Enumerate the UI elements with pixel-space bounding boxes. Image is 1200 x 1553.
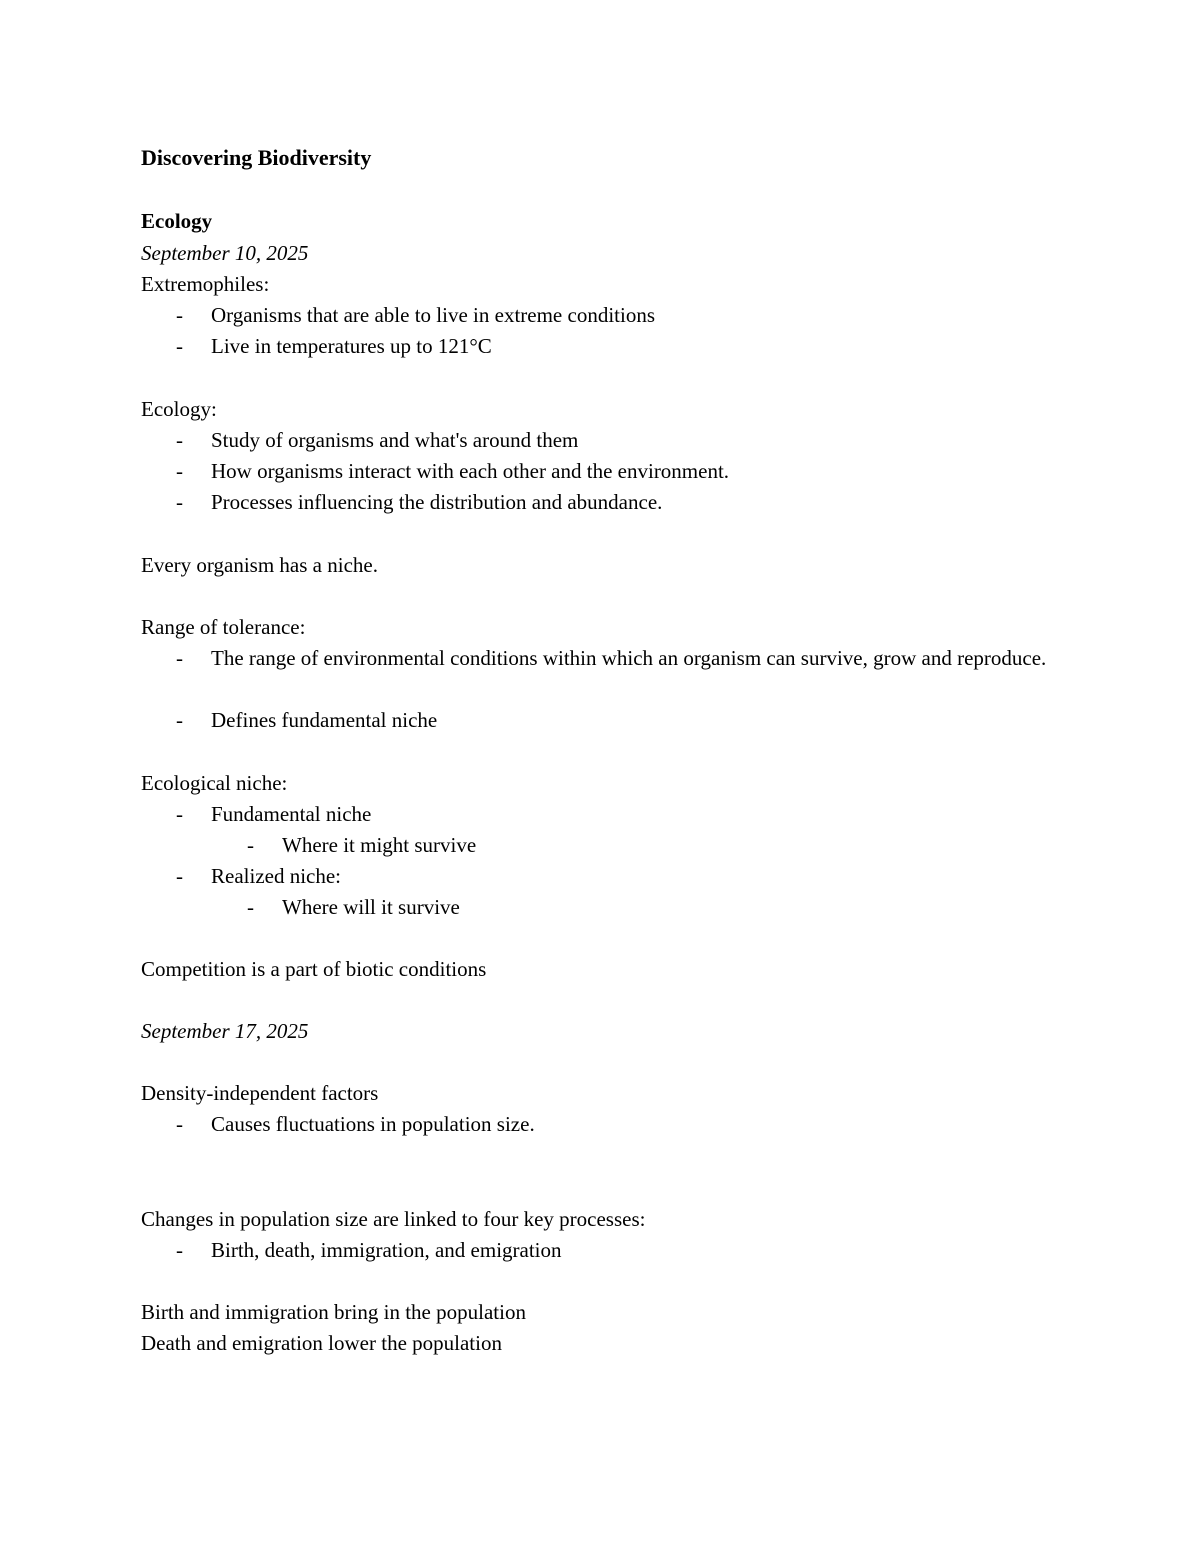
bullet-dash: -	[176, 708, 183, 732]
changes-label: Changes in population size are linked to four key processes:	[141, 1207, 646, 1231]
list-item-text: Where will it survive	[282, 895, 460, 919]
list-item-text: Causes fluctuations in population size.	[211, 1112, 535, 1136]
list-item-text: How organisms interact with each other and the environment.	[211, 459, 730, 483]
list-item-text: Organisms that are able to live in extreme conditions	[211, 303, 655, 327]
density-label: Density-independent factors	[141, 1081, 379, 1105]
niche-statement: Every organism has a niche.	[141, 553, 378, 577]
bullet-dash: -	[176, 864, 183, 888]
death-statement: Death and emigration lower the population	[141, 1331, 502, 1355]
bullet-dash: -	[176, 1112, 183, 1136]
bullet-dash: -	[176, 1238, 183, 1262]
list-item-text: Birth, death, immigration, and emigration	[211, 1238, 562, 1262]
bullet-dash: -	[176, 334, 183, 358]
bullet-dash: -	[176, 490, 183, 514]
list-item-text: The range of environmental conditions within which an organism can survive, grow and reproduce.	[211, 646, 1047, 670]
bullet-dash: -	[176, 802, 183, 826]
tolerance-label: Range of tolerance:	[141, 615, 306, 639]
date-heading: September 17, 2025	[141, 1019, 309, 1043]
ecology-label: Ecology:	[141, 397, 217, 421]
list-item-text: Live in temperatures up to 121°C	[211, 334, 492, 358]
bullet-dash: -	[176, 303, 183, 327]
list-item-text: Study of organisms and what's around them	[211, 428, 579, 452]
date-heading: September 10, 2025	[141, 241, 309, 265]
bullet-dash: -	[176, 428, 183, 452]
document-title: Discovering Biodiversity	[141, 145, 372, 170]
bullet-dash: -	[176, 646, 183, 670]
bullet-dash: -	[247, 833, 254, 857]
bullet-dash: -	[176, 459, 183, 483]
list-item-text: Defines fundamental niche	[211, 708, 438, 732]
birth-statement: Birth and immigration bring in the population	[141, 1300, 526, 1324]
list-item-text: Fundamental niche	[211, 802, 372, 826]
competition-statement: Competition is a part of biotic conditions	[141, 957, 487, 981]
document-page	[141, 0, 1061, 1553]
list-item-text: Realized niche:	[211, 864, 342, 888]
list-item-text: Where it might survive	[282, 833, 477, 857]
list-item-text: Processes influencing the distribution and abundance.	[211, 490, 663, 514]
extremophiles-label: Extremophiles:	[141, 272, 270, 296]
bullet-dash: -	[247, 895, 254, 919]
ecological-niche-label: Ecological niche:	[141, 771, 288, 795]
section-heading: Ecology	[141, 209, 213, 233]
